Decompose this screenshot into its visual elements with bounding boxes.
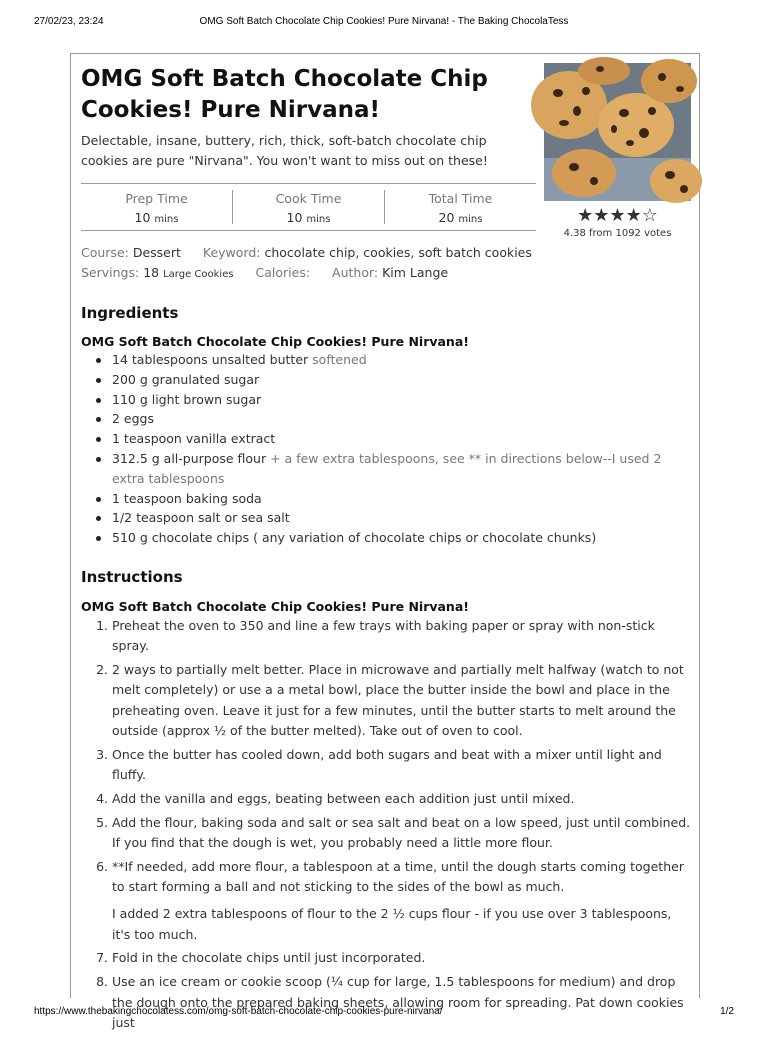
instructions-group-heading: OMG Soft Batch Chocolate Chip Cookies! Pure Nirvana!: [81, 599, 469, 614]
instruction-step: [81, 660, 691, 741]
ingredient-item: [81, 449, 691, 489]
instruction-number: 7.: [96, 950, 108, 966]
total-time-value: 20: [438, 210, 455, 225]
ingredients-list: [81, 350, 691, 548]
rating-votes: 4.38 from 1092 votes: [563, 228, 672, 239]
instruction-step: [81, 745, 691, 786]
prep-time-unit: mins: [154, 214, 179, 225]
total-time-label: Total Time: [428, 191, 493, 206]
instruction-step: [81, 616, 691, 657]
ingredient-item: [81, 429, 691, 449]
instruction-text: Fold in the chocolate chips until just incorporated.: [112, 950, 426, 966]
instruction-number: 5.: [96, 814, 108, 830]
instruction-step: [81, 789, 691, 809]
instruction-number: 4.: [96, 790, 108, 806]
ingredient-text: 2 eggs: [112, 411, 154, 427]
cook-time-value: 10: [286, 210, 303, 225]
instruction-step: [81, 948, 691, 968]
servings-label: Servings:: [81, 265, 140, 280]
ingredient-text: 110 g light brown sugar: [112, 391, 262, 407]
ingredients-heading: Ingredients: [81, 304, 179, 322]
instruction-text: Preheat the oven to 350 and line a few trays with baking paper or spray with non-stick spray.: [112, 618, 655, 654]
ingredient-text: 14 tablespoons unsalted butter: [112, 352, 309, 367]
ingredient-text: 1 teaspoon baking soda: [112, 490, 262, 506]
ingredient-text: 510 g chocolate chips ( any variation of chocolate chips or chocolate chunks): [112, 530, 597, 546]
instruction-step: [81, 857, 691, 945]
course-value: Dessert: [132, 245, 181, 260]
instruction-text: Once the butter has cooled down, add both sugars and beat with a mixer until light and fluffy.: [112, 746, 662, 783]
prep-time-value: 10: [134, 210, 151, 225]
rating-stars-full: ★★★★: [577, 205, 642, 226]
instruction-number: 1.: [96, 618, 108, 633]
total-time-unit: mins: [458, 214, 483, 225]
total-time: [385, 190, 536, 224]
ingredient-item: [81, 409, 691, 429]
instruction-text: Add the flour, baking soda and salt or sea salt and beat on a low speed, just until combined. If you find that the dough is wet, you probably need a little more flour.: [112, 814, 691, 850]
recipe-meta: [81, 243, 681, 285]
print-url: https://www.thebakingchocolatess.com/omg-soft-batch-chocolate-chip-cookies-pure-nirvana/: [34, 1006, 443, 1017]
cook-time-unit: mins: [306, 214, 331, 225]
keyword-value: chocolate chip, cookies, soft batch cookies: [264, 245, 532, 260]
ingredient-text: 200 g granulated sugar: [112, 371, 260, 387]
instruction-extra-note: I added 2 extra tablespoons of flour to the 2 ½ cups flour - if you use over 3 tablespoons, it's too much.: [112, 906, 672, 942]
print-date: 27/02/23, 23:24: [34, 16, 104, 27]
ingredient-item: [81, 508, 691, 528]
recipe-image: [544, 63, 691, 201]
recipe-summary: Delectable, insane, buttery, rich, thick, soft-batch chocolate chip cookies are pure "Nirvana". You won't want to miss out on these!: [81, 133, 488, 168]
recipe-title: OMG Soft Batch Chocolate Chip Cookies! Pure Nirvana!: [81, 66, 488, 123]
print-page-number: 1/2: [720, 1006, 734, 1017]
ingredient-text: 1/2 teaspoon salt or sea salt: [112, 510, 290, 526]
ingredient-text: 1 teaspoon vanilla extract: [112, 431, 276, 447]
instruction-number: 2.: [96, 662, 108, 678]
instruction-text: Add the vanilla and eggs, beating between each addition just until mixed.: [112, 790, 575, 806]
calories-label: Calories:: [255, 265, 311, 280]
keyword-label: Keyword:: [202, 245, 261, 260]
ingredient-item: [81, 370, 691, 390]
meta-row-2: [81, 263, 681, 285]
ingredient-item: [81, 489, 691, 509]
ingredient-note: softened: [312, 352, 367, 367]
recipe-times: [81, 183, 536, 231]
ingredient-note: + a few extra tablespoons, see ** in directions below--I used 2 extra tablespoons: [112, 450, 662, 486]
recipe-rating[interactable]: [544, 206, 691, 239]
author-label: Author:: [332, 265, 379, 280]
prep-time: [81, 190, 233, 224]
instruction-text: **If needed, add more flour, a tablespoon at a time, until the dough starts coming together to start forming a ball and not sticking to the sides of the bowl as much.: [112, 858, 684, 895]
servings-unit: Large Cookies: [163, 269, 234, 280]
instruction-step: [81, 813, 691, 854]
ingredient-item: [81, 528, 691, 548]
star-half-icon: ☆: [641, 205, 658, 226]
instruction-step: [81, 972, 691, 1033]
instructions-heading: Instructions: [81, 568, 183, 586]
instruction-text: Use an ice cream or cookie scoop (¼ cup for large, 1.5 tablespoons for medium) and drop the dough onto the prepared baking sheets, allowing room for spreading. Pat down cookies just: [112, 974, 684, 1030]
print-page-title: OMG Soft Batch Chocolate Chip Cookies! Pure Nirvana! - The Baking ChocolaTess: [199, 16, 569, 27]
cookies-photo: [544, 63, 691, 201]
rating-stars[interactable]: [544, 206, 691, 226]
cook-time-label: Cook Time: [275, 191, 342, 206]
servings-value: 18: [143, 265, 160, 280]
cook-time: [233, 190, 385, 224]
instruction-number: 6.: [96, 858, 108, 874]
instructions-list: [81, 616, 691, 1037]
ingredients-group-heading: OMG Soft Batch Chocolate Chip Cookies! Pure Nirvana!: [81, 334, 469, 349]
author-value: Kim Lange: [382, 265, 449, 280]
meta-row-1: [81, 243, 681, 263]
instruction-number: 8.: [96, 974, 108, 990]
instruction-text: 2 ways to partially melt better. Place in microwave and partially melt halfway (watch to not melt completely) or use a a metal bowl, place the butter inside the bowl and place in the preheating oven. Leave it just for a few minutes, until the butter starts to melt around the outside (approx ½ of the butter melted). Take out of oven to cool.: [112, 662, 684, 738]
instruction-number: 3.: [96, 746, 108, 762]
prep-time-label: Prep Time: [125, 191, 188, 206]
course-label: Course:: [81, 245, 129, 260]
ingredient-item: [81, 390, 691, 410]
ingredient-item: [81, 350, 691, 370]
ingredient-text: 312.5 g all-purpose flour: [112, 450, 267, 466]
